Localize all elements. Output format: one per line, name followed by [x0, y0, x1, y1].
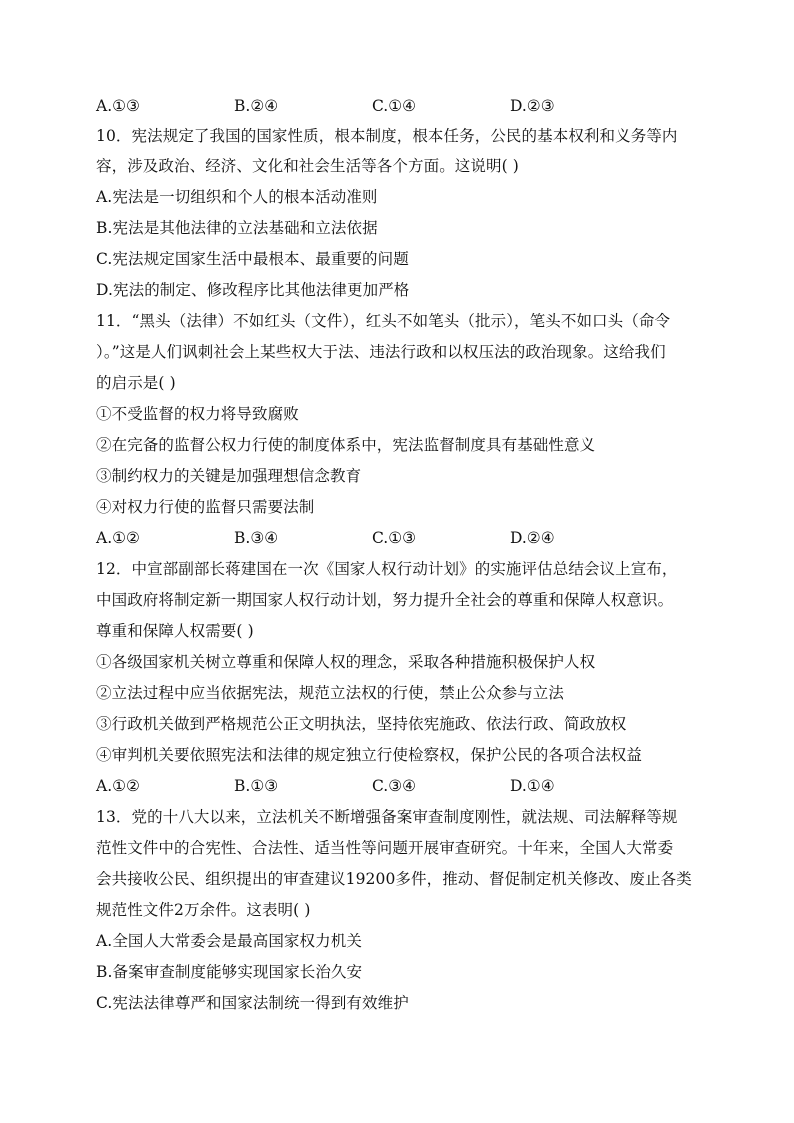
- q9-option-c: C.①④: [372, 97, 417, 115]
- q13-choice-a: A.全国人大常委会是最高国家权力机关: [96, 932, 362, 950]
- q12-option-a: A.①②: [96, 777, 140, 795]
- q10-choice-d: D.宪法的制定、修改程序比其他法律更加严格: [96, 281, 410, 299]
- q12-option-d: D.①④: [510, 777, 555, 795]
- q10-choice-a: A.宪法是一切组织和个人的根本活动准则: [96, 188, 378, 206]
- q10-stem-line-1: 10．宪法规定了我国的国家性质，根本制度，根本任务，公民的基本权利和义务等内: [96, 127, 678, 145]
- q9-option-b: B.②④: [234, 97, 279, 115]
- q12-stem-line-2: 中国政府将制定新一期国家人权行动计划，努力提升全社会的尊重和保障人权意识。: [96, 591, 674, 609]
- q13-choice-c: C.宪法法律尊严和国家法制统一得到有效维护: [96, 994, 409, 1012]
- q11-option-a: A.①②: [96, 529, 140, 547]
- q13-choice-b: B.备案审查制度能够实现国家长治久安: [96, 963, 363, 981]
- q11-stem-line-1: 11．“黑头（法律）不如红头（文件），红头不如笔头（批示），笔头不如口头（命令: [96, 312, 671, 330]
- q12-statement-2: ②立法过程中应当依据宪法，规范立法权的行使，禁止公众参与立法: [96, 684, 565, 702]
- q11-option-d: D.②④: [510, 529, 555, 547]
- q13-stem-line-4: 规范性文件2万余件。这表明( ): [96, 901, 311, 919]
- q11-stem-line-3: 的启示是( ): [96, 374, 176, 392]
- q11-statement-3: ③制约权力的关键是加强理想信念教育: [96, 467, 362, 485]
- q12-stem-line-3: 尊重和保障人权需要( ): [96, 622, 254, 640]
- q10-choice-b: B.宪法是其他法律的立法基础和立法依据: [96, 219, 378, 237]
- q9-option-d: D.②③: [510, 97, 555, 115]
- q11-statement-4: ④对权力行使的监督只需要法制: [96, 498, 315, 516]
- q13-stem-line-3: 会共接收公民、组织提出的审查建议19200多件，推动、督促制定机关修改、废止各类: [96, 870, 692, 888]
- q10-stem-line-2: 容，涉及政治、经济、文化和社会生活等各个方面。这说明( ): [96, 157, 519, 175]
- q11-statement-2: ②在完备的监督公权力行使的制度体系中，宪法监督制度具有基础性意义: [96, 436, 596, 454]
- q12-option-b: B.①③: [234, 777, 279, 795]
- q12-statement-4: ④审判机关要依照宪法和法律的规定独立行使检察权，保护公民的各项合法权益: [96, 746, 643, 764]
- q12-option-c: C.③④: [372, 777, 417, 795]
- q12-statement-1: ①各级国家机关树立尊重和保障人权的理念，采取各种措施积极保护人权: [96, 653, 596, 671]
- q12-statement-3: ③行政机关做到严格规范公正文明执法，坚持依宪施政、依法行政、简政放权: [96, 715, 627, 733]
- q11-statement-1: ①不受监督的权力将导致腐败: [96, 405, 299, 423]
- q11-option-c: C.①③: [372, 529, 417, 547]
- q13-stem-line-1: 13．党的十八大以来，立法机关不断增强备案审查制度刚性，就法规、司法解释等规: [96, 808, 678, 826]
- q11-stem-line-2: ）。”这是人们讽刺社会上某些权大于法、违法行政和以权压法的政治现象。这给我们: [96, 343, 666, 361]
- q9-option-a: A.①③: [96, 97, 140, 115]
- q12-stem-line-1: 12．中宣部副部长蒋建国在一次《国家人权行动计划》的实施评估总结会议上宣布，: [96, 560, 678, 578]
- q11-option-b: B.③④: [234, 529, 279, 547]
- q10-choice-c: C.宪法规定国家生活中最根本、最重要的问题: [96, 250, 409, 268]
- q13-stem-line-2: 范性文件中的合宪性、合法性、适当性等问题开展审查研究。十年来，全国人大常委: [96, 839, 674, 857]
